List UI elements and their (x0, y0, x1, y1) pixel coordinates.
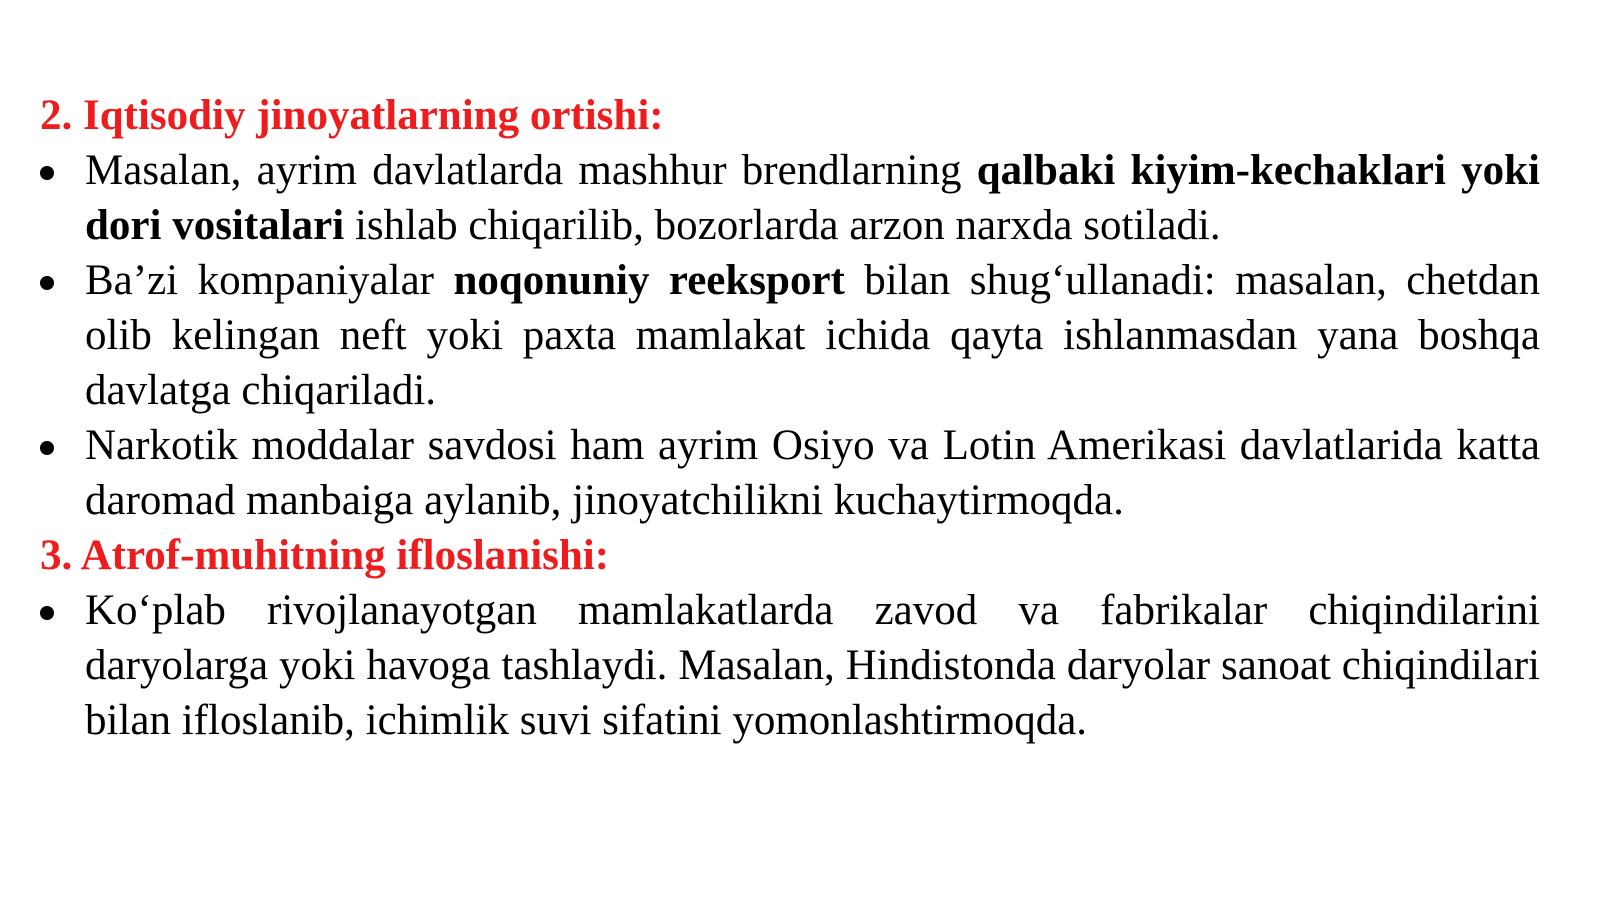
bold-text-span: qalbaki kiyim-kechaklari yoki dori vositalari (85, 147, 1540, 249)
bullet-dot-icon (40, 276, 54, 290)
bold-text-span: noqonuniy reeksport (453, 257, 845, 304)
text-span: Ba’zi kompaniyalar (85, 257, 454, 304)
bullet-item (40, 253, 1540, 418)
bullet-dot-icon (40, 441, 54, 455)
text-span: bilan shug‘ullanadi: masalan, chetdan olib kelingan neft yoki paxta mamlakat ichida qayta ishlanmasdan yana boshqa davlatga chiqariladi. (85, 257, 1540, 414)
section-heading-economic-crimes: 2. Iqtisodiy jinoyatlarning ortishi: (40, 92, 664, 139)
text-span: Masalan, ayrim davlatlarda mashhur brendlarning (85, 147, 977, 194)
bullet-text (85, 147, 1540, 249)
bullet-text (85, 587, 1540, 744)
section-heading-environment-pollution: 3. Atrof-muhitning ifloslanishi: (40, 532, 610, 579)
bullet-item (40, 583, 1540, 748)
bullet-text (85, 422, 1540, 524)
bullet-item (40, 418, 1540, 528)
bullet-text (85, 257, 1540, 414)
bullet-item (40, 143, 1540, 253)
bullet-dot-icon (40, 166, 54, 180)
text-span: Narkotik moddalar savdosi ham ayrim Osiyo va Lotin Amerikasi davlatlarida katta daromad manbaiga aylanib, jinoyatchilikni kuchaytirmoqda. (85, 422, 1540, 524)
text-span: ishlab chiqarilib, bozorlarda arzon narxda sotiladi. (344, 202, 1221, 249)
slide-content (40, 88, 1540, 748)
bullet-dot-icon (40, 606, 54, 620)
text-span: Ko‘plab rivojlanayotgan mamlakatlarda zavod va fabrikalar chiqindilarini daryolarga yoki havoga tashlaydi. Masalan, Hindistonda daryolar sanoat chiqindilari bilan ifloslanib, ichimlik suvi sifatini yomonlashtirmoqda. (85, 587, 1540, 744)
